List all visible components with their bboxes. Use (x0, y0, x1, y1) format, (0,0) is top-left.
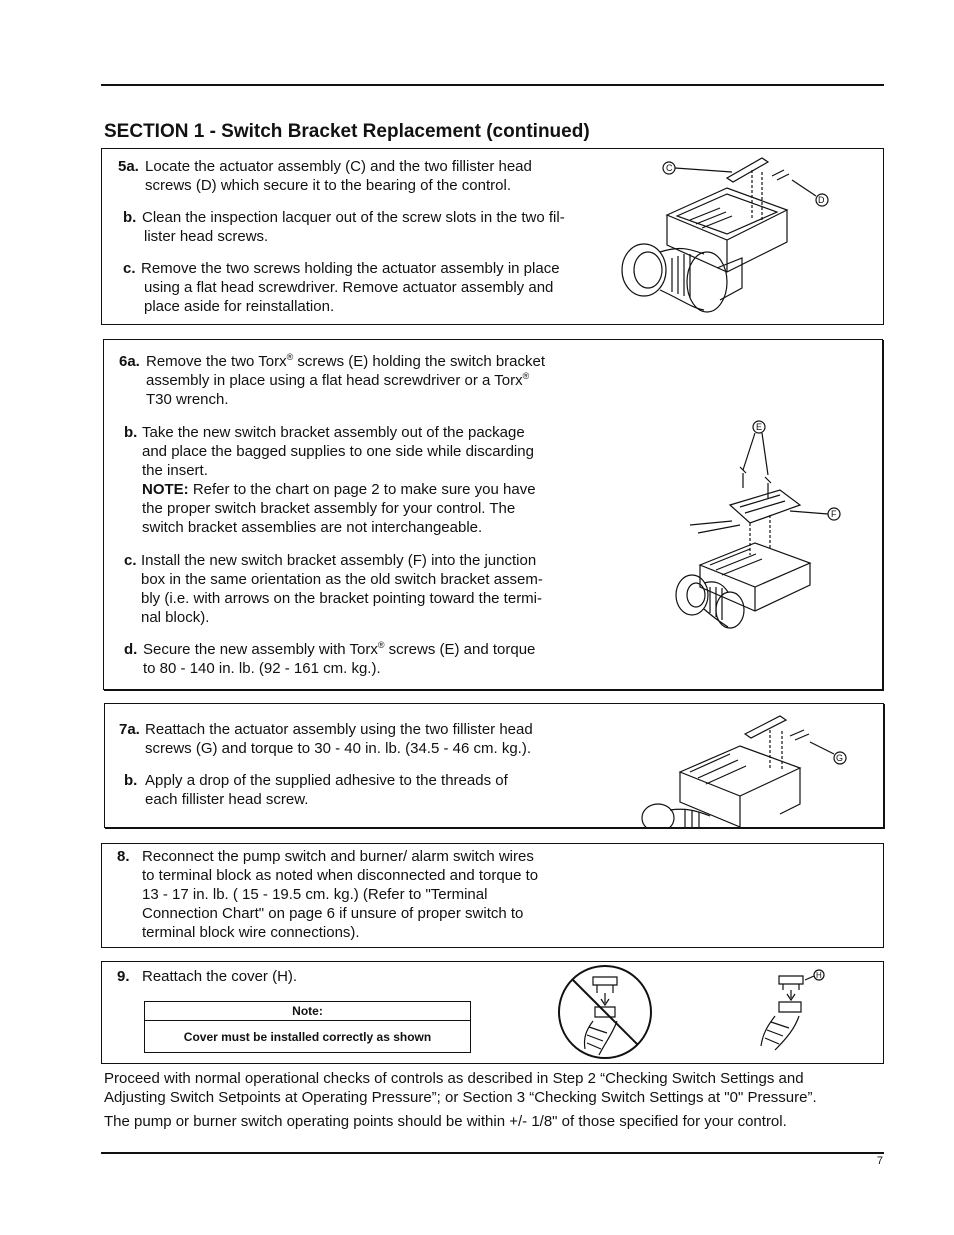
top-rule (101, 84, 884, 86)
callout-g-label: G (836, 753, 844, 763)
cover-note-header: Note: (145, 1002, 470, 1021)
callout-e-label: E (756, 422, 763, 432)
section-title: SECTION 1 - Switch Bracket Replacement (continued) (104, 121, 590, 142)
step-6b: b. Take the new switch bracket assembly out of the package and place the bagged supplies to one side while discarding the insert. NOTE: Refer to the chart on page 2 to make sure you have the proper switch bracket assembly for your control. The switch bracket assemblies are not interchangeable. (124, 423, 584, 537)
page-number: 7 (876, 1155, 883, 1167)
step-8: 8. Reconnect the pump switch and burner/ alarm switch wires to terminal block as noted when disconnected and torque to 13 - 17 in. lb. ( 15 - 19.5 cm. kg.) (Refer to "Terminal Connection Chart" on page 6 if unsure of proper switch to terminal block wire connections). (117, 848, 539, 941)
correct-cover-illustration (755, 966, 835, 1054)
actuator-reattach-illustration (640, 706, 855, 827)
step-6b-note: NOTE: Refer to the chart on page 2 to make sure you have (142, 481, 536, 498)
closing-paragraph-1: Proceed with normal operational checks of controls as described in Step 2 “Checking Switch Settings and Adjusting Switch Setpoints at Operating Pressure”; or Section 3 “Checking Switch Settings at "0" Pressure”. (104, 1070, 817, 1106)
step-5a: 5a. Locate the actuator assembly (C) and the two fillister head screws (D) which secure it to the bearing of the control. (118, 158, 532, 194)
step-7a: 7a. Reattach the actuator assembly using the two fillister head screws (G) and torque to 30 - 40 in. lb. (34.5 - 46 cm. kg.). (119, 721, 533, 757)
step-5c: c. Remove the two screws holding the actuator assembly in place using a flat head screwdriver. Remove actuator assembly and place aside for reinstallation. (123, 260, 560, 315)
cover-note-box (144, 1001, 471, 1053)
actuator-assembly-illustration (612, 150, 842, 322)
bottom-rule (101, 1152, 884, 1154)
step-9: 9. Reattach the cover (H). (117, 968, 298, 985)
step-5b: b. Clean the inspection lacquer out of the screw slots in the two fil- lister head screws. (123, 209, 565, 245)
callout-h-label: H (816, 971, 822, 980)
closing-paragraph-2: The pump or burner switch operating points should be within +/- 1/8" of those specified for your control. (104, 1113, 787, 1130)
step-6a: 6a. Remove the two Torx® screws (E) holding the switch bracket assembly in place using a flat head screwdriver or a Torx® T30 wrench. (119, 352, 546, 408)
callout-f-label: F (831, 509, 837, 519)
callout-c-label: C (666, 163, 673, 173)
incorrect-cover-illustration (555, 963, 655, 1061)
step-6d: d. Secure the new assembly with Torx® screws (E) and torque to 80 - 140 in. lb. (92 - 161 cm. kg.). (124, 640, 536, 677)
callout-d-label: D (818, 195, 825, 205)
cover-note-body: Cover must be installed correctly as shown (183, 1030, 432, 1044)
step-7b: b. Apply a drop of the supplied adhesive to the threads of each fillister head screw. (124, 772, 508, 808)
step-6c: c. Install the new switch bracket assembly (F) into the junction box in the same orientation as the old switch bracket assem- bly (i.e. with arrows on the bracket pointing toward the termi- nal block). (124, 552, 543, 626)
switch-bracket-illustration (670, 415, 850, 630)
